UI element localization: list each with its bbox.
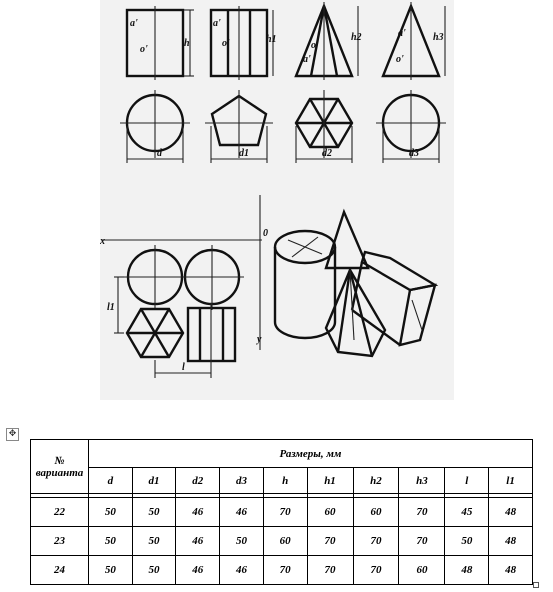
value-cell: 48 [489,527,533,556]
value-cell: 60 [399,556,445,585]
label-h3: h3 [433,32,444,43]
col-header: h [263,468,307,494]
label-o-prime-4: o' [396,54,404,65]
col-header: h2 [353,468,399,494]
value-cell: 70 [307,527,353,556]
value-cell: 70 [263,498,307,527]
label-a-prime-1: a' [130,18,138,29]
label-a-prime-4: a' [398,28,406,39]
col-header: d1 [132,468,176,494]
variant-cell: 24 [31,556,89,585]
label-o-prime-3: o' [311,40,319,51]
cone-front-view [383,2,445,80]
label-d3: d3 [409,148,419,159]
value-cell: 46 [220,498,264,527]
label-d1: d1 [239,148,249,159]
value-cell: 50 [89,498,133,527]
value-cell: 70 [307,556,353,585]
label-o-prime-2: o' [222,38,230,49]
label-h1: h1 [266,34,277,45]
drawing-svg [100,0,454,400]
value-cell: 50 [89,556,133,585]
value-cell: 50 [89,527,133,556]
value-cell: 50 [132,556,176,585]
label-o-prime-1: o' [140,44,148,55]
variant-header: № варианта [31,440,89,494]
value-cell: 70 [353,527,399,556]
table-row [31,527,533,556]
value-cell: 48 [489,556,533,585]
label-x: x [100,236,105,247]
prism-front-view [211,6,277,80]
value-cell: 60 [307,498,353,527]
circle-top-view-d3 [376,90,446,163]
value-cell: 60 [353,498,399,527]
col-header: l [445,468,489,494]
column-header-row [31,468,533,494]
value-cell: 50 [132,527,176,556]
axonometric-view [275,212,435,356]
label-l1: l1 [107,302,115,313]
value-cell: 50 [132,498,176,527]
value-cell: 46 [220,556,264,585]
value-cell: 50 [445,527,489,556]
table-row [31,556,533,585]
hexagon-top-view-d2 [296,90,352,163]
col-header: h3 [399,468,445,494]
label-h: h [184,38,190,49]
hex-pyramid-front-view [296,2,362,80]
label-h2: h2 [351,32,362,43]
value-cell: 70 [399,498,445,527]
group-header: Размеры, мм [89,440,533,468]
table-move-handle-icon[interactable]: ✥ [6,428,19,441]
label-y: y [257,334,262,345]
variant-cell: 23 [31,527,89,556]
orthographic-views [107,245,244,378]
col-header: d [89,468,133,494]
dimensions-table [30,439,533,585]
value-cell: 46 [176,527,220,556]
col-header: h1 [307,468,353,494]
value-cell: 46 [176,498,220,527]
label-l: l [182,362,185,373]
table-resize-handle[interactable] [533,582,539,588]
drawing-figure [100,0,454,400]
circle-top-view-d [120,90,190,163]
value-cell: 60 [263,527,307,556]
cylinder-front-view [127,6,194,80]
pentagon-top-view-d1 [205,90,273,163]
value-cell: 46 [176,556,220,585]
table-row [31,498,533,527]
label-d2: d2 [322,148,332,159]
label-a-prime-3: a' [303,54,311,65]
col-header: l1 [489,468,533,494]
col-header: d3 [220,468,264,494]
value-cell: 70 [263,556,307,585]
axes [100,195,268,350]
col-header: d2 [176,468,220,494]
value-cell: 70 [399,527,445,556]
value-cell: 70 [353,556,399,585]
value-cell: 48 [445,556,489,585]
label-zero: 0 [263,228,268,239]
variant-cell: 22 [31,498,89,527]
value-cell: 50 [220,527,264,556]
value-cell: 45 [445,498,489,527]
label-d: d [157,148,162,159]
label-a-prime-2: a' [213,18,221,29]
value-cell: 48 [489,498,533,527]
